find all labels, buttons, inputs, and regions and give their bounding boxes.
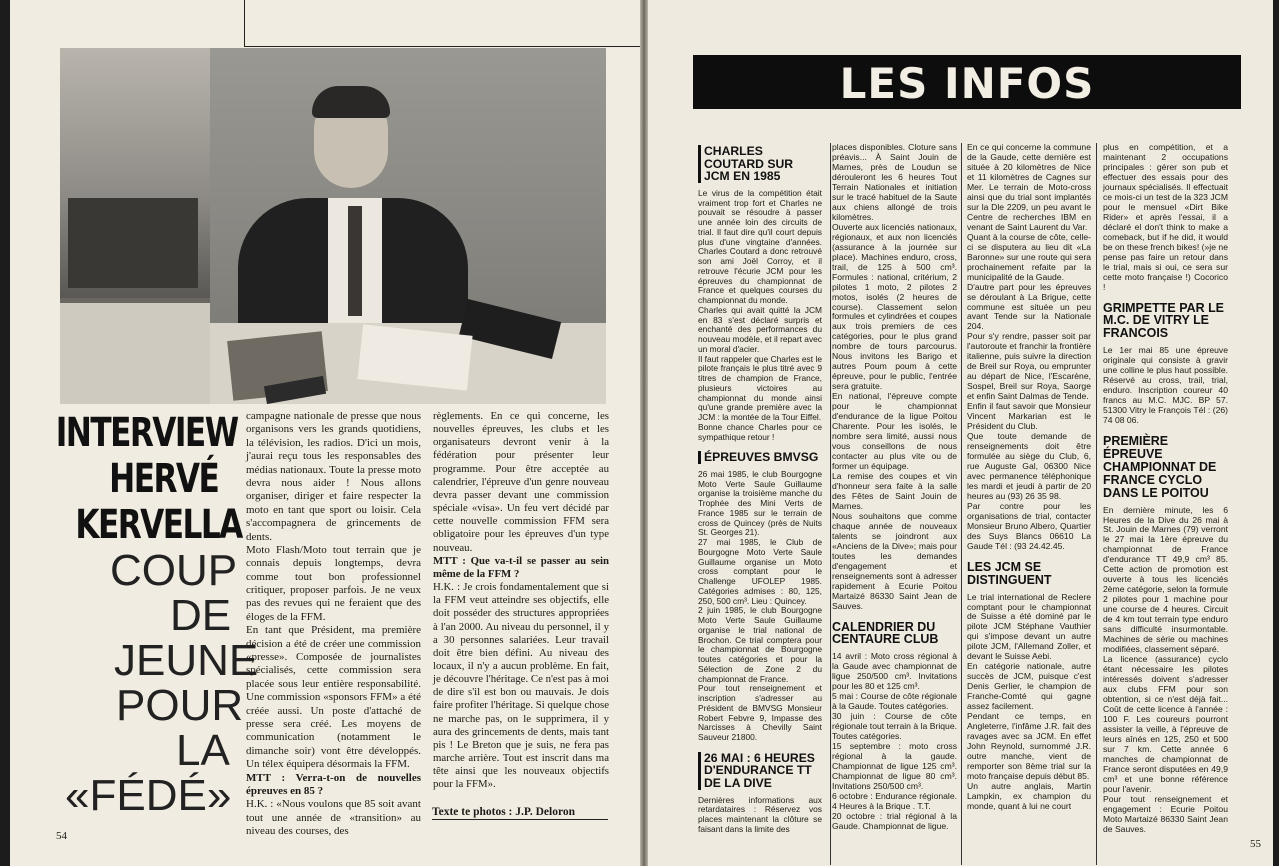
paragraph: Enfin il faut savoir que Monsieur Vincent Markarian est le Président du Club. — [967, 401, 1091, 432]
spacer — [698, 743, 822, 750]
title-line-2: HERVÉ — [109, 456, 219, 502]
paragraph: Le virus de la compétition était vraiment trop fort et Charles ne pouvait se résoudre à passer une année loin des circuits de trial. Il faut dire qu'il court depuis plus d'une vingtaine d'années. Charles Coutard a donc retrouvé son ami Joël Corroy, et il retrouve l'écurie JCM pour les épreuves du championnat de France et quelques courses du championnat du monde. — [698, 187, 822, 306]
spacer — [1103, 426, 1228, 433]
paragraph: Quant à la course de côte, celle-ci se disputera au lieu dit «La Baronne» sur une route qui sera prochainement refaite par la municipalité de la Gaude. — [967, 231, 1091, 282]
paragraph: En national, l'épreuve compte pour le championnat d'endurance de la ligue Poitou Charente. Pour les isolés, le nombre sera limité, aussi nous vous conseillons de nous contacter au plus vite ou de former un équipage. — [832, 391, 957, 471]
article-column-2 — [433, 410, 609, 792]
section-heading: LES JCM SE DISTINGUENT — [967, 559, 1052, 587]
paragraph: D'autre part pour les épreuves se déroulant à La Brigue, cette commune est située un peu avant Tende sur la Nationale 204. — [967, 281, 1091, 332]
right-page — [648, 0, 1273, 866]
left-page — [10, 0, 640, 866]
section-heading: 26 MAI : 6 HEURES D'ENDURANCE TT DE LA DIVE — [698, 752, 822, 790]
paragraph: La licence (assurance) cyclo étant nécessaire les pilotes intéressés doivent s'adresser aux clubs FFM pour son obtention, si ce n'est déjà fait... Coût de cette licence à l'année : 100 F. Les coureurs pourront assister la veille, à l'épreuve de leurs aînés en 125, 250 et 500 sur 7 km. Cette année 6 manches de championnat de France seront disputées en 49,9 cm³ et une bonne référence pour l'avenir. — [1103, 654, 1228, 794]
spacer — [832, 612, 957, 619]
paragraph: 14 avril : Moto cross régional à la Gaude avec championnat de ligue 250/500 cm³. Invitations pour les 80 et 125 cm³. — [832, 651, 957, 692]
section-banner — [693, 55, 1241, 109]
top-rule-vertical — [244, 0, 245, 46]
paragraph: règlements. En ce qui concerne, les nouvelles épreuves, les clubs et les organisateurs devront venir à la fédération pour présenter leur programme. Pour être acceptée au calendrier, l'épreuve d'un genre nouveau devra passer devant une commission spéciale «visa». Un feu vert décidé par cette nouvelle commission FFM sera obligatoire pour les épreuves d'un type nouveau. — [433, 410, 609, 554]
title-line-5: DE — [170, 591, 232, 640]
paragraph: Moto Flash/Moto tout terrain que je connais depuis longtemps, devra comme tout bon professionnel critiquer, proposer parfois. Je ne veux pas des revues qui ne feraient que des éloges de la FFM. — [246, 543, 421, 623]
top-rule-horizontal — [244, 46, 640, 47]
title-line-8: LA — [176, 726, 230, 775]
section-heading: MTT : Verra-t-on de nouvelles épreuves en 85 ? — [246, 771, 421, 797]
section-heading: ÉPREUVES BMVSG — [698, 451, 822, 464]
paragraph: plus en compétition, et a maintenant 2 occupations principales : gérer son pub et effectuer des essais pour des journaux spécialisés. Il effectuait ce mois-ci un test de la 323 JCM pour le mensuel «Dirt Bike Rider» et après l'essai, il a déclaré el don't think to make a comeback, but if he did, it would be on these french bikes! (»je ne pense pas faire un retour dans le trial, mais si oui, ce sera sur cette moto française !) Cocorico ! — [1103, 142, 1228, 292]
column-rule — [961, 143, 962, 865]
section-heading: CALENDRIER DU CENTAURE CLUB — [832, 619, 939, 647]
paragraph: En tant que Président, ma première décision a été de créer une commission «presse». Composée de journalistes spécialisés, cette commission sera placée sous leur entière responsabilité. Une commission «sponsors FFM» a été créée aussi. Un poste d'attaché de presse sera créé. Les moyens de communication (notamment le dimanche soir) vont être développés. Un télex équipera désormais la FFM. — [246, 624, 421, 771]
paragraph: Le trial international de Reclere comptant pour le championnat de Suisse a été dominé par le pilote JCM Stéphane Vauthier qui s'impose devant un autre pilote JCM, l'Allemand Zoller, et devant le Suisse Aebi. — [967, 591, 1091, 662]
title-line-7: POUR — [116, 681, 244, 730]
paragraph: Dernières informations aux retardataires : Réservez vos places maintenant la clôture se faisant dans la limite des — [698, 794, 822, 834]
paragraph: Que toute demande de renseignements doit être formulée au siège du Club, 6, rue Auguste Gal, 06300 Nice avec permanence téléphonique les mardi et jeudi à partir de 20 heures au (93) 26 35 98. — [967, 431, 1091, 501]
article-title — [55, 410, 259, 820]
paragraph: Nous souhaitons que comme chaque année de nouveaux talents se joindront aux «Anciens de la Dive»; mais pour toutes les demandes d'engagement et renseignements sont à adresser rapidement à Ecurie Poitou Martaizé 86330 Saint Jean de Sauves. — [832, 510, 957, 611]
paragraph: 27 mai 1985, le Club de Bourgogne Moto Verte Saule Guillaume organise un Moto cross comptant pour le Challenge UFOLEP 1985. Catégories admises : 80, 125, 250, 500 cm³. Lieu : Quincey. — [698, 537, 822, 606]
binding-gutter — [640, 0, 648, 866]
page-number-right: 55 — [1250, 838, 1261, 850]
title-line-9: «FÉDÉ» — [65, 771, 232, 820]
paragraph: 30 juin : Course de côte régionale tout terrain à la Brique. Toutes catégories. — [832, 711, 957, 742]
title-line-6: JEUNE — [114, 636, 259, 685]
section-heading: CHARLES COUTARD SUR JCM EN 1985 — [698, 145, 822, 183]
paragraph: La remise des coupes et vin d'honneur sera faite à la salle des Fêtes de Saint Jouin de Marnes. — [832, 470, 957, 511]
paragraph: places disponibles. Cloture sans préavis... À Saint Jouin de Marnes, près de Loudun se dérouleront les 6 heures Tout Terrain Nationales et initiation sur le tracé habituel de la Saute aux chiens allongé de trois kilomètres. — [832, 142, 957, 222]
paragraph: campagne nationale de presse que nous organisons vers les grands quotidiens, la télévision, les radios. D'ici un mois, j'aurai reçu tous les responsables des médias nationaux. Toute la presse moto devra nous aider ! Nous allons organiser, diriger et faire respecter la moto en tant que sport ou loisir. Cela s'accompagnera de grincements de dents. — [246, 410, 421, 543]
paragraph: Ouverte aux licenciés nationaux, régionaux, et aux non licenciés (assurance à la journée sur place). Machines enduro, cross, trail, de 125 à 500 cm³. Formules : national, critérium, 2 pilotes 1 moto, 2 pilotes 2 motos, isolés (2 heures de course). Classement selon formules et cylindrées et coupes aux trois premiers de ces catégories, pour le plus grand nombre de tours parcourus. Nous invitons les Barigo et autres Poum poum à cette épreuve, pour le public, l'entrée sera gratuite. — [832, 221, 957, 392]
column-rule — [1096, 143, 1097, 865]
paragraph: En catégorie nationale, autre succès de JCM, puisque c'est Denis Gerlier, le champion de Franche-Comté qui gagne assez facilement. — [967, 661, 1091, 712]
paragraph: 15 septembre : moto cross régional à la gaude. Championnat de ligue 125 cm³. Championnat de ligue 80 cm³. Invitations 250/500 cm³. — [832, 741, 957, 791]
article-column-1 — [246, 410, 421, 839]
section-heading: PREMIÈRE ÉPREUVE CHAMPIONNAT DE FRANCE CYCLO DANS LE POITOU — [1103, 434, 1217, 500]
paragraph: H.K. : Je crois fondamentalement que si la FFM veut atteindre ses objectifs, elle doit posséder des structures appropriées à l'an 2000. Au niveau du personnel, il y a 30 personnes salariées. Leur travail doit être bien défini. Au niveau des locaux, il n'y a aucun problème. En fait, je découvre l'héritage. Ce n'est pas à moi de dire s'il est bon ou mauvais. Je dois faire profiter l'héritage. Si quelque chose ne marche pas, on le supprimera, il y aura des grincements de dents, mais tant pis ! Le Breton que je suis, ne fera pas marche arrière. Tout est inscrit dans ma tête ainsi que les nouveaux objectifs pour la FFM». — [433, 581, 609, 791]
news-column-3 — [967, 143, 1091, 812]
photo-credit: Texte te photos : J.P. Deloron — [432, 806, 608, 820]
paragraph: Pendant ce temps, en Angleterre, l'infâme J.R. fait des ravages avec sa JCM. En effet John Reynold, surnommé J.R. outre manche, vient de remporter son 8ème trial sur la moto française depuis début 85. — [967, 711, 1091, 781]
news-column-1 — [698, 143, 822, 835]
section-heading: GRIMPETTE PAR LE M.C. DE VITRY LE FRANCOIS — [1103, 300, 1224, 341]
section-heading: MTT : Que va-t-il se passer au sein même de la FFM ? — [433, 554, 609, 580]
paragraph: En dernière minute, les 6 Heures de la Dive du 26 mai à St. Jouin de Marnes (79) verront le 27 mai la 1ère épreuve du championnat de France d'endurance TT 49,9 cm³ 85. Cette action de promotion est ouverte à tous les licenciés 2ème catégorie, selon la formule 2 pilotes pour 1 machine pour une course de 4 heures. Circuit de 4 km tout terrain type enduro sans difficulté insurmontable. Machines de série ou machines modifiées, classement séparé. — [1103, 504, 1228, 655]
news-column-2 — [832, 143, 957, 832]
paragraph: 2 juin 1985, le club Bourgogne Moto Verte Saule Guillaume organise le trial national de Brochon. Ce trial comptera pour le championnat de Bourgogne toutes catégories et pour la Sélection de Zone 2 du championnat de France. — [698, 605, 822, 684]
paragraph: 20 octobre : trial régional à la Gaude. Championnat de ligue. — [832, 810, 957, 831]
paragraph: Charles qui avait quitté la JCM en 83 s'est déclaré surpris et enchanté des performances du nouveau modèle, et il repart avec un moral d'acier. — [698, 304, 822, 354]
paragraph: Pour tout renseignement et engagement : Ecurie Poitou Moto Martaizé 86330 Saint Jean de Sauves. — [1103, 793, 1228, 834]
spacer — [1103, 293, 1228, 300]
title-line-1: INTERVIEW — [55, 410, 238, 456]
page-number-left: 54 — [56, 830, 67, 842]
paragraph: Il faut rappeler que Charles est le pilote français le plus titré avec 9 titres de champion de France, plusieurs victoires au championnat du monde ainsi qu'une grande première avec la JCM : la montée de la Tour Eiffel. — [698, 353, 822, 423]
paragraph: 5 mai : Course de côte régionale à la Gaude. Toutes catégories. — [832, 691, 957, 712]
paragraph: 26 mai 1985, le club Bourgogne Moto Verte Saule Guillaume organise la troisième manche du Trophée des Mini Verts de France 1985 sur le terrain de cross de Quincey (près de Nuits St. Georges 21). — [698, 468, 822, 538]
paragraph: Un autre anglais, Martin Lampkin, ex champion du monde, quant à lui ne court — [967, 780, 1091, 811]
paragraph: Bonne chance Charles pour ce sympathique retour ! — [698, 421, 822, 442]
paragraph: Par contre pour les organisations de trial, contacter Monsieur Bruno Albero, Quartier des Suys Blancs 06610 La Gaude Tél : (93 24.42.45. — [967, 500, 1091, 551]
spacer — [967, 552, 1091, 559]
paragraph: Pour s'y rendre, passer soit par l'autoroute et franchir la frontière italienne, puis suivre la direction de Breil sur Roya, ou emprunter au départ de Nice, l'Escarène, Sospel, Breil sur Roya, Saorge et enfin Saint Dalmas de Tende. — [967, 331, 1091, 402]
paragraph: Pour tout renseignement et inscription s'adresser au Président de BMVSG Monsieur Robert Febvre 9, Impasse des Narcisses à Chevilly Saint Sauveur 21800. — [698, 683, 822, 743]
news-column-4 — [1103, 143, 1228, 835]
title-line-4: COUP — [110, 546, 238, 595]
paragraph: 6 octobre : Endurance régionale. 4 Heures à la Brique . T.T. — [832, 790, 957, 811]
paragraph: H.K. : «Nous voulons que 85 soit avant tout une année de «transition» au niveau des courses, des — [246, 798, 421, 838]
section-title: LES INFOS — [839, 59, 1095, 108]
paragraph: En ce qui concerne la commune de la Gaude, cette dernière est située à 20 kilomètres de Nice et 11 kilomètres de Cagnes sur Mer. Le terrain de Moto-cross ainsi que du trial sont implantés sur la Dle 2209, un peu avant le Centre de recherches IBM en venant de Saint Laurent du Var. — [967, 142, 1091, 232]
interview-photo — [60, 48, 606, 404]
title-line-3: KERVELLA — [75, 502, 242, 548]
column-rule — [830, 143, 831, 865]
spacer — [698, 442, 822, 449]
paragraph: Le 1er mai 85 une épreuve originale qui consiste à gravir une colline le plus haut possible. Réservé au cross, trail, trial, enduro. Inscription coureur 40 francs au M.C. MJC. BP 57. 51300 Vitry le François Tél : (26) 74 08 06. — [1103, 345, 1228, 426]
